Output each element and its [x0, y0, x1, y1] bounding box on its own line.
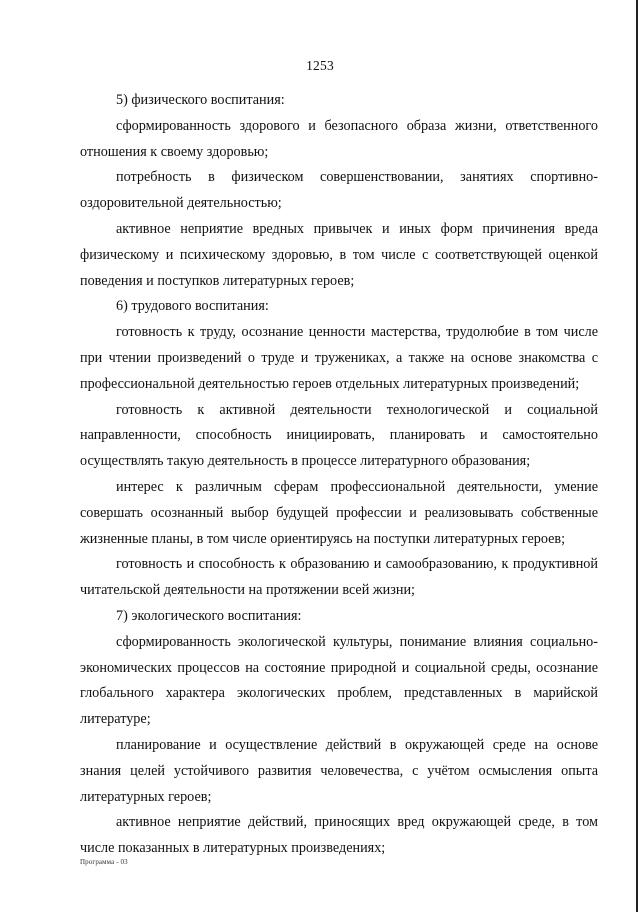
paragraph: активное неприятие действий, приносящих вред окружающей среде, в том числе показанных в литературных произведениях; — [80, 814, 598, 857]
section-heading-physical: 5) физического воспитания: — [116, 92, 285, 108]
paragraph: планирование и осуществление действий в окружающей среде на основе знания целей устойчивого развития человечества, с учётом осмысления опыта литературных героев; — [80, 736, 598, 805]
section-heading-labor: 6) трудового воспитания: — [116, 298, 269, 315]
footer-label: Программа - 03 — [80, 858, 128, 866]
section-heading-ecological: 7) экологического воспитания: — [116, 607, 302, 624]
page-edge-line — [636, 0, 638, 912]
paragraph: готовность к активной деятельности технологической и социальной направленности, способность инициировать, планировать и самостоятельно осуществлять такую деятельность в процессе литературного образования; — [80, 401, 598, 470]
document-body — [80, 88, 598, 862]
paragraph: активное неприятие вредных привычек и иных форм причинения вреда физическому и психическому здоровью, в том числе с соответствующей оценкой поведения и поступков литературных героев; — [80, 220, 598, 289]
paragraph: интерес к различным сферам профессиональной деятельности, умение совершать осознанный выбор будущей профессии и реализовывать собственные жизненные планы, в том числе ориентируясь на поступки литературных героев; — [80, 478, 598, 547]
page-number: 1253 — [306, 58, 334, 73]
paragraph: сформированность экологической культуры, понимание влияния социально-экономических процессов на состояние природной и социальной среды, осознание глобального характера экологических проблем, представленных в марийской литературе; — [80, 633, 598, 728]
paragraph: готовность к труду, осознание ценности мастерства, трудолюбие в том числе при чтении произведений о труде и тружениках, а также на основе знакомства с профессиональной деятельностью героев отдельных литературных произведений; — [80, 324, 598, 392]
paragraph: потребность в физическом совершенствовании, занятиях спортивно-оздоровительной деятельностью; — [80, 169, 598, 212]
paragraph: готовность и способность к образованию и самообразованию, к продуктивной читательской деятельности на протяжении всей жизни; — [80, 556, 598, 599]
paragraph: сформированность здорового и безопасного образа жизни, ответственного отношения к своему здоровью; — [80, 117, 598, 160]
